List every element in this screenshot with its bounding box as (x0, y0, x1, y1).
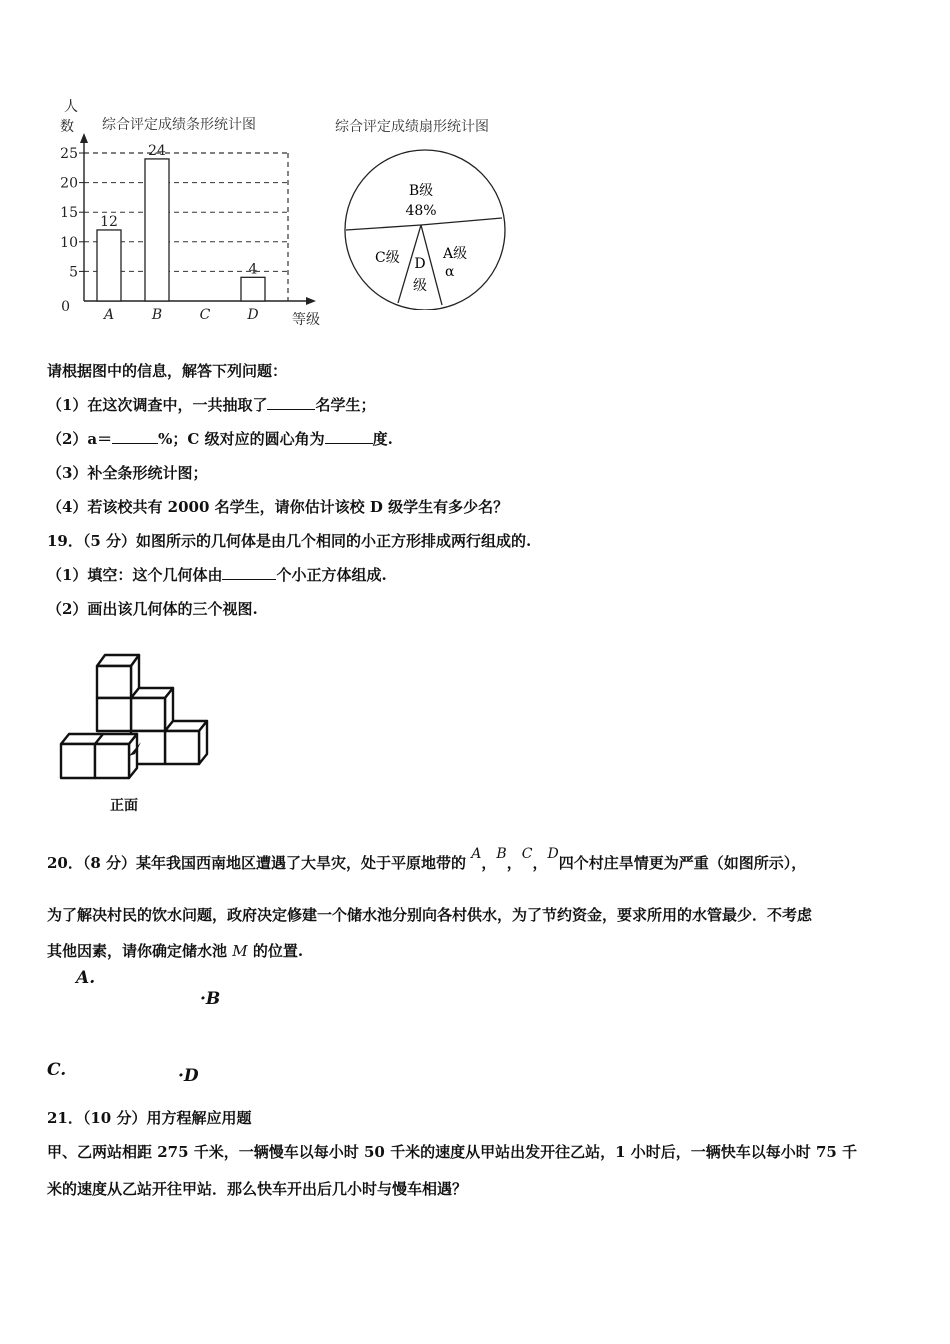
cube-figure (55, 650, 215, 790)
point-a: A. (76, 968, 96, 988)
pie-slice-a-label: α (445, 264, 455, 280)
point-d: ·D (178, 1066, 199, 1086)
q19-part1-text-b: 个小正方体组成. (276, 566, 387, 584)
y-tick-label: 5 (69, 264, 78, 281)
q20-line1-text-a: 20．（8 分）某年我国西南地区遭遇了大旱灾，处于平原地带的 (47, 854, 467, 872)
q21-line2: 米的速度从乙站开往甲站．那么快车开出后几小时与慢车相遇？ (47, 1180, 468, 1198)
y-tick-label: 0 (61, 299, 70, 315)
bar (145, 159, 169, 301)
comma: ， (532, 854, 548, 872)
q20-line1 (47, 848, 806, 879)
x-axis-arrow-icon (306, 297, 316, 305)
reservoir-m-label: M (232, 942, 248, 960)
q18-part2 (47, 428, 393, 449)
q20-line1-text-b: 四个村庄旱情更为严重（如图所示）， (558, 854, 807, 872)
bar (241, 277, 265, 301)
bar-value-label: 24 (148, 142, 166, 159)
pie-slice-b-name: B级 (408, 183, 434, 199)
village-c-label: C (521, 846, 533, 862)
pie-slice-d-top: D (414, 256, 426, 272)
y-axis-arrow-icon (80, 133, 88, 143)
y-tick-label: 15 (60, 205, 78, 222)
x-tick-label: A (103, 307, 115, 323)
pie-divider-b-a (421, 218, 502, 225)
pie-divider-b-c (346, 225, 421, 230)
pie-slice-a-name: A级 (443, 246, 468, 262)
q18-part1-text-b: 名学生； (315, 396, 376, 414)
q21-line1: 甲、乙两站相距 275 千米，一辆慢车以每小时 50 千米的速度从甲站出发开往乙站，1 小时后，一辆快车以每小时 75 千 (47, 1143, 858, 1161)
q18-part4: （4）若该校共有 2000 名学生，请你估计该校 D 级学生有多少名？ (47, 498, 509, 516)
comma: ， (506, 854, 522, 872)
q21-title: 21．（10 分）用方程解应用题 (47, 1109, 252, 1127)
answer-blank[interactable] (325, 429, 373, 444)
x-axis-label: 等级 (292, 312, 320, 328)
point-b: ·B (200, 989, 221, 1009)
x-tick-label: D (247, 307, 259, 323)
q19-title: 19．（5 分）如图所示的几何体是由几个相同的小正方形排成两行组成的. (47, 532, 532, 550)
y-tick-label: 25 (60, 146, 78, 162)
x-tick-label: C (199, 307, 211, 323)
point-c: C. (47, 1060, 67, 1080)
answer-blank[interactable] (222, 565, 276, 580)
pie-chart (325, 110, 540, 310)
q20-line3-text-a: 其他因素，请你确定储水池 (47, 942, 228, 960)
q18-part2-text-b: %；C 级对应的圆心角为 (158, 430, 325, 448)
q20-line3-text-b: 的位置. (252, 942, 304, 960)
pie-slice-c-name: C级 (375, 250, 400, 266)
village-a-label: A (471, 846, 482, 862)
q18-part3: （3）补全条形统计图； (47, 464, 208, 482)
answer-blank[interactable] (267, 395, 315, 410)
q18-part1 (47, 394, 375, 415)
q18-part2-text-c: 度. (372, 430, 393, 448)
q19-part2: （2）画出该几何体的三个视图. (47, 600, 258, 618)
y-axis-label-top: 人 (64, 99, 78, 115)
village-b-label: B (496, 846, 507, 862)
village-d-label: D (547, 846, 559, 862)
q18-part1-text-a: （1）在这次调查中，一共抽取了 (47, 396, 268, 414)
bar-chart (40, 95, 340, 335)
q20-line3 (47, 940, 303, 961)
y-tick-label: 10 (60, 234, 78, 251)
q18-intro: 请根据图中的信息，解答下列问题： (47, 362, 288, 380)
q18-part2-text-a: （2）a＝ (47, 430, 113, 448)
q19-part1 (47, 564, 387, 585)
q19-part1-text-a: （1）填空：这个几何体由 (47, 566, 223, 584)
x-tick-label: B (151, 307, 163, 323)
q20-line2: 为了解决村民的饮水问题，政府决定修建一个储水池分别向各村供水，为了节约资金，要求所用的水管最少．不考虑 (47, 906, 813, 924)
bar (97, 230, 121, 301)
y-tick-label: 20 (60, 175, 78, 192)
comma: ， (481, 854, 497, 872)
pie-slice-d-bottom: 级 (413, 278, 427, 294)
pie-slice-b-label: 48% (405, 203, 437, 219)
bar-value-label: 12 (100, 213, 118, 230)
y-axis-label-bottom: 数 (60, 119, 74, 135)
bar-chart-title: 综合评定成绩条形统计图 (102, 117, 256, 133)
answer-blank[interactable] (112, 429, 158, 444)
front-view-label: 正面 (110, 798, 138, 814)
pie-chart-title: 综合评定成绩扇形统计图 (335, 119, 489, 135)
bar-value-label: 4 (248, 261, 258, 278)
